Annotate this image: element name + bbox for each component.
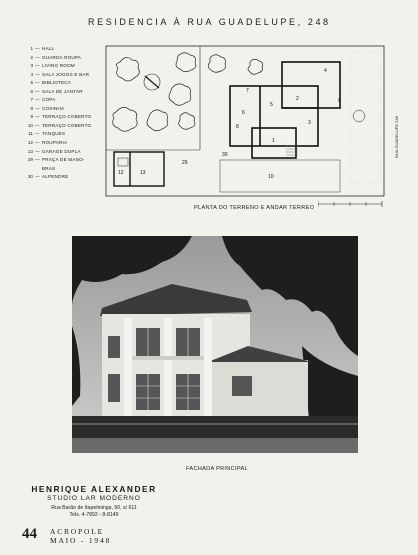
legend-item	[22, 96, 112, 105]
legend-item	[22, 105, 112, 114]
legend-number: 8	[30, 105, 33, 111]
legend-number: 9	[30, 114, 33, 120]
legend-dash: —	[35, 114, 40, 120]
legend-label: GUARDA ROUPA	[42, 54, 82, 60]
legend-label: PRAÇA DE MANO-	[42, 157, 85, 163]
room-number: 5	[270, 102, 273, 108]
legend-item	[22, 139, 112, 148]
legend-dash: —	[35, 148, 40, 154]
legend-label: TERRAÇO COBERTO	[42, 122, 92, 128]
architect-name: HENRIQUE ALEXANDER	[31, 484, 157, 494]
legend-dash: —	[35, 131, 40, 137]
legend-number: 12	[27, 140, 33, 146]
legend-label: SALA DE JANTAR	[42, 88, 83, 94]
legend-dash: —	[35, 174, 40, 180]
legend-item	[22, 45, 112, 54]
legend-label: ALPENDRE	[42, 174, 69, 180]
room-number: 13	[140, 170, 146, 176]
legend-label: BRAS	[42, 165, 56, 171]
legend-dash: —	[35, 157, 40, 163]
studio-phones: Tels. 4-7892 - 8-8149	[69, 512, 119, 518]
legend-item	[22, 54, 112, 63]
legend-item	[22, 71, 112, 80]
legend-dash: —	[35, 88, 40, 94]
photo-caption: FACHADA PRINCIPAL	[186, 466, 248, 472]
legend-dash: —	[35, 63, 40, 69]
legend-number: 1	[30, 46, 33, 51]
legend-dash: —	[35, 71, 40, 77]
facade-photo	[72, 236, 358, 453]
legend-dash: —	[35, 54, 40, 60]
legend-item	[22, 122, 112, 131]
legend-dash: —	[35, 80, 40, 86]
legend-dash: —	[35, 46, 40, 51]
studio-name: STUDIO LAR MODERNO	[47, 495, 141, 502]
legend-label: COSINHA	[42, 105, 65, 111]
room-number: 1	[272, 138, 275, 144]
legend-item	[22, 156, 112, 165]
room-number: 29	[182, 160, 188, 166]
architect-credit	[24, 484, 164, 518]
room-number: 10	[268, 174, 274, 180]
room-number: 6	[242, 110, 245, 116]
room-number: 3	[308, 120, 311, 126]
legend-label: GARAGE DUPLA	[42, 148, 81, 154]
magazine-name: ACROPOLE	[50, 527, 104, 536]
page-number: 44	[22, 526, 37, 542]
legend-number: 29	[27, 157, 33, 163]
side-wing	[212, 360, 308, 420]
issue-date: MAIO - 1948	[50, 536, 112, 545]
legend-number: 11	[28, 131, 33, 137]
legend-number: 7	[30, 97, 33, 103]
legend-number: 5	[30, 80, 33, 86]
legend-number: 2	[30, 54, 33, 60]
legend-item	[22, 148, 112, 157]
studio-address: Rua Barão de Itapetininga, 50, s/ 611	[51, 505, 137, 511]
legend-number: 4	[30, 71, 33, 77]
room-number: 30	[222, 152, 228, 158]
legend-number: 3	[30, 63, 33, 69]
scale-bar	[318, 199, 384, 209]
legend-number: 30	[27, 174, 33, 180]
legend-label: HALL	[42, 46, 55, 51]
legend-number: 13	[27, 148, 33, 154]
legend-label: LIVING ROOM	[42, 63, 75, 69]
legend-item	[22, 113, 112, 122]
legend-dash	[35, 165, 42, 174]
legend-dash: —	[35, 122, 40, 128]
legend-label: SALA JOGOS E BAR	[42, 71, 90, 77]
legend-item	[22, 88, 112, 97]
page-footer	[22, 526, 162, 546]
legend-label: TERRAÇO COBERTO	[42, 114, 92, 120]
legend-dash: —	[35, 97, 40, 103]
street-label: RUA GUADELUPE 248	[394, 116, 399, 158]
room-number: 4	[324, 68, 327, 74]
legend-dash: —	[35, 140, 40, 146]
room-number: 2	[296, 96, 299, 102]
legend-label: COPA	[42, 97, 56, 103]
legend-dash: —	[35, 105, 40, 111]
room-number: 8	[236, 124, 239, 130]
legend-number: 6	[30, 88, 33, 94]
legend-item	[22, 165, 112, 174]
legend-item	[22, 130, 112, 139]
legend-number	[22, 165, 35, 174]
site-floor-plan	[100, 42, 405, 202]
legend-label: ROUPARIA	[42, 140, 68, 146]
legend-label: BIBLIOTECA	[42, 80, 72, 86]
plan-caption: PLANTA DO TERRENO E ANDAR TERREO	[194, 205, 315, 211]
room-legend	[22, 45, 112, 182]
room-number: 12	[118, 170, 124, 176]
legend-label: TANQUES	[42, 131, 66, 137]
legend-item	[22, 79, 112, 88]
room-number: 9	[338, 98, 341, 104]
hedge	[72, 416, 358, 438]
legend-item	[22, 62, 112, 71]
legend-item	[22, 173, 112, 182]
room-number: 7	[246, 88, 249, 94]
legend-number: 10	[27, 122, 33, 128]
page-title: RESIDENCIA À RUA GUADELUPE, 248	[88, 17, 331, 27]
